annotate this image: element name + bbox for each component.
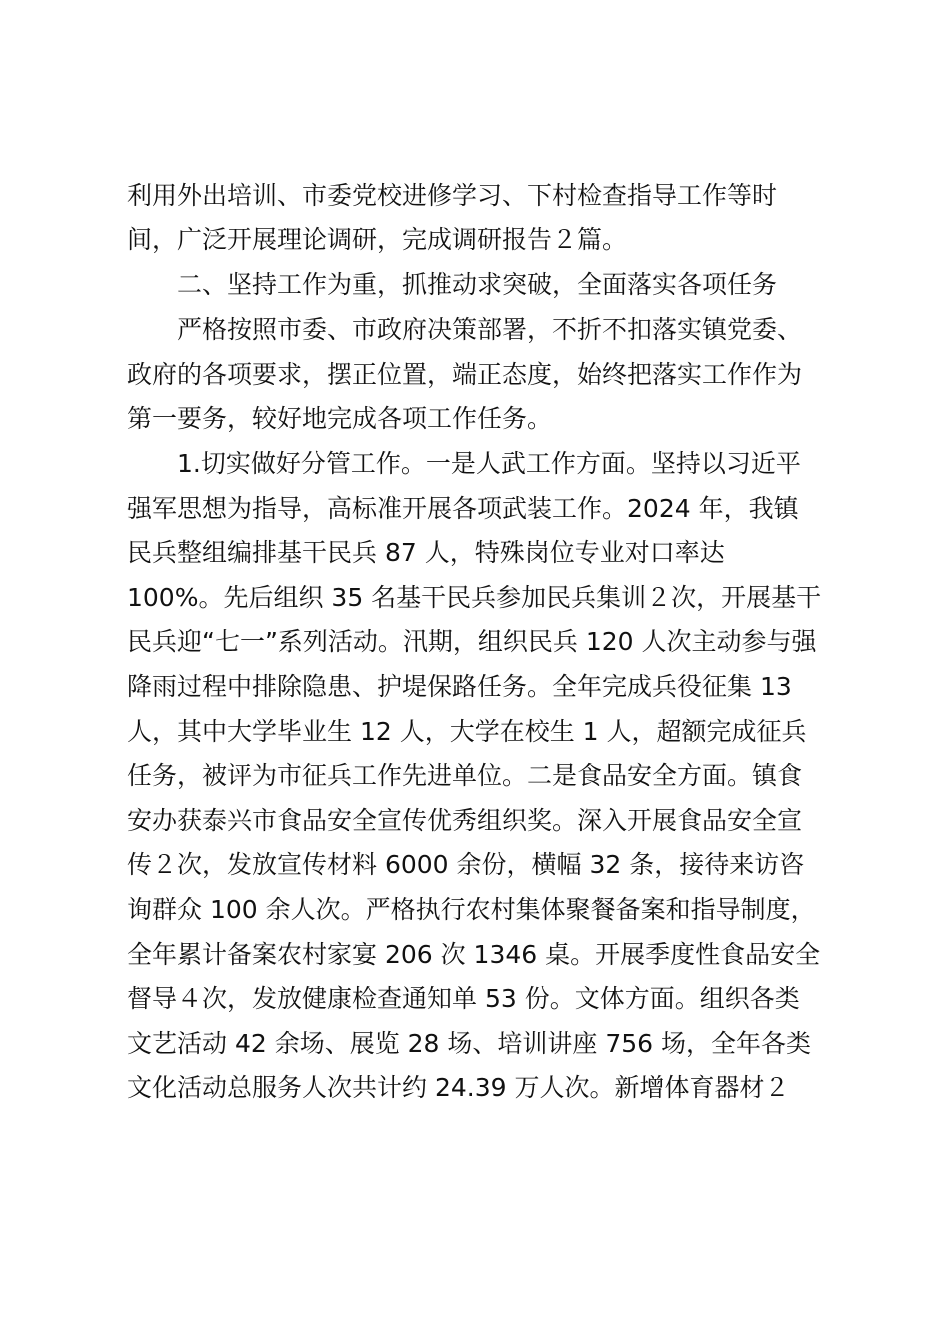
section-heading: 二、坚持工作为重，抓推动求突破，全面落实各项任务 (177, 270, 778, 299)
text-line: 人，其中大学毕业生 12 人，大学在校生 1 人，超额完成征兵 (127, 717, 807, 746)
text-line: 民兵整组编排基干民兵 87 人，特殊岗位专业对口率达 (127, 538, 725, 567)
text-line: 强军思想为指导，高标准开展各项武装工作。2024 年，我镇 (127, 494, 799, 523)
text-line: 文化活动总服务人次共计约 24.39 万人次。新增体育器材２ (127, 1073, 790, 1102)
text-line: 全年累计备案农村家宴 206 次 1346 桌。开展季度性食品安全 (127, 940, 821, 969)
text-line: 间，广泛开展理论调研，完成调研报告２篇。 (127, 225, 628, 254)
text-line: 询群众 100 余人次。严格执行农村集体聚餐备案和指导制度， (127, 895, 816, 924)
text-line: 降雨过程中排除隐患、护堤保路任务。全年完成兵役征集 13 (127, 672, 792, 701)
text-line: 第一要务，较好地完成各项工作任务。 (127, 404, 553, 433)
text-line: 文艺活动 42 余场、展览 28 场、培训讲座 756 场，全年各类 (127, 1029, 812, 1058)
text-line: 任务，被评为市征兵工作先进单位。二是食品安全方面。镇食 (127, 761, 803, 790)
text-line: 利用外出培训、市委党校进修学习、下村检查指导工作等时 (127, 181, 778, 210)
text-line: 民兵迎“七一”系列活动。汛期，组织民兵 120 人次主动参与强 (127, 627, 817, 656)
text-line: 政府的各项要求，摆正位置，端正态度，始终把落实工作作为 (127, 360, 803, 389)
text-line: 安办获泰兴市食品安全宣传优秀组织奖。深入开展食品安全宣 (127, 806, 803, 835)
text-line: 1.切实做好分管工作。一是人武工作方面。坚持以习近平 (177, 449, 801, 478)
text-line: 100%。先后组织 35 名基干民兵参加民兵集训２次，开展基干 (127, 583, 822, 612)
text-line: 传２次，发放宣传材料 6000 余份，横幅 32 条，接待来访咨 (127, 850, 805, 879)
text-line: 严格按照市委、市政府决策部署，不折不扣落实镇党委、 (177, 315, 803, 344)
text-line: 督导４次，发放健康检查通知单 53 份。文体方面。组织各类 (127, 984, 800, 1013)
